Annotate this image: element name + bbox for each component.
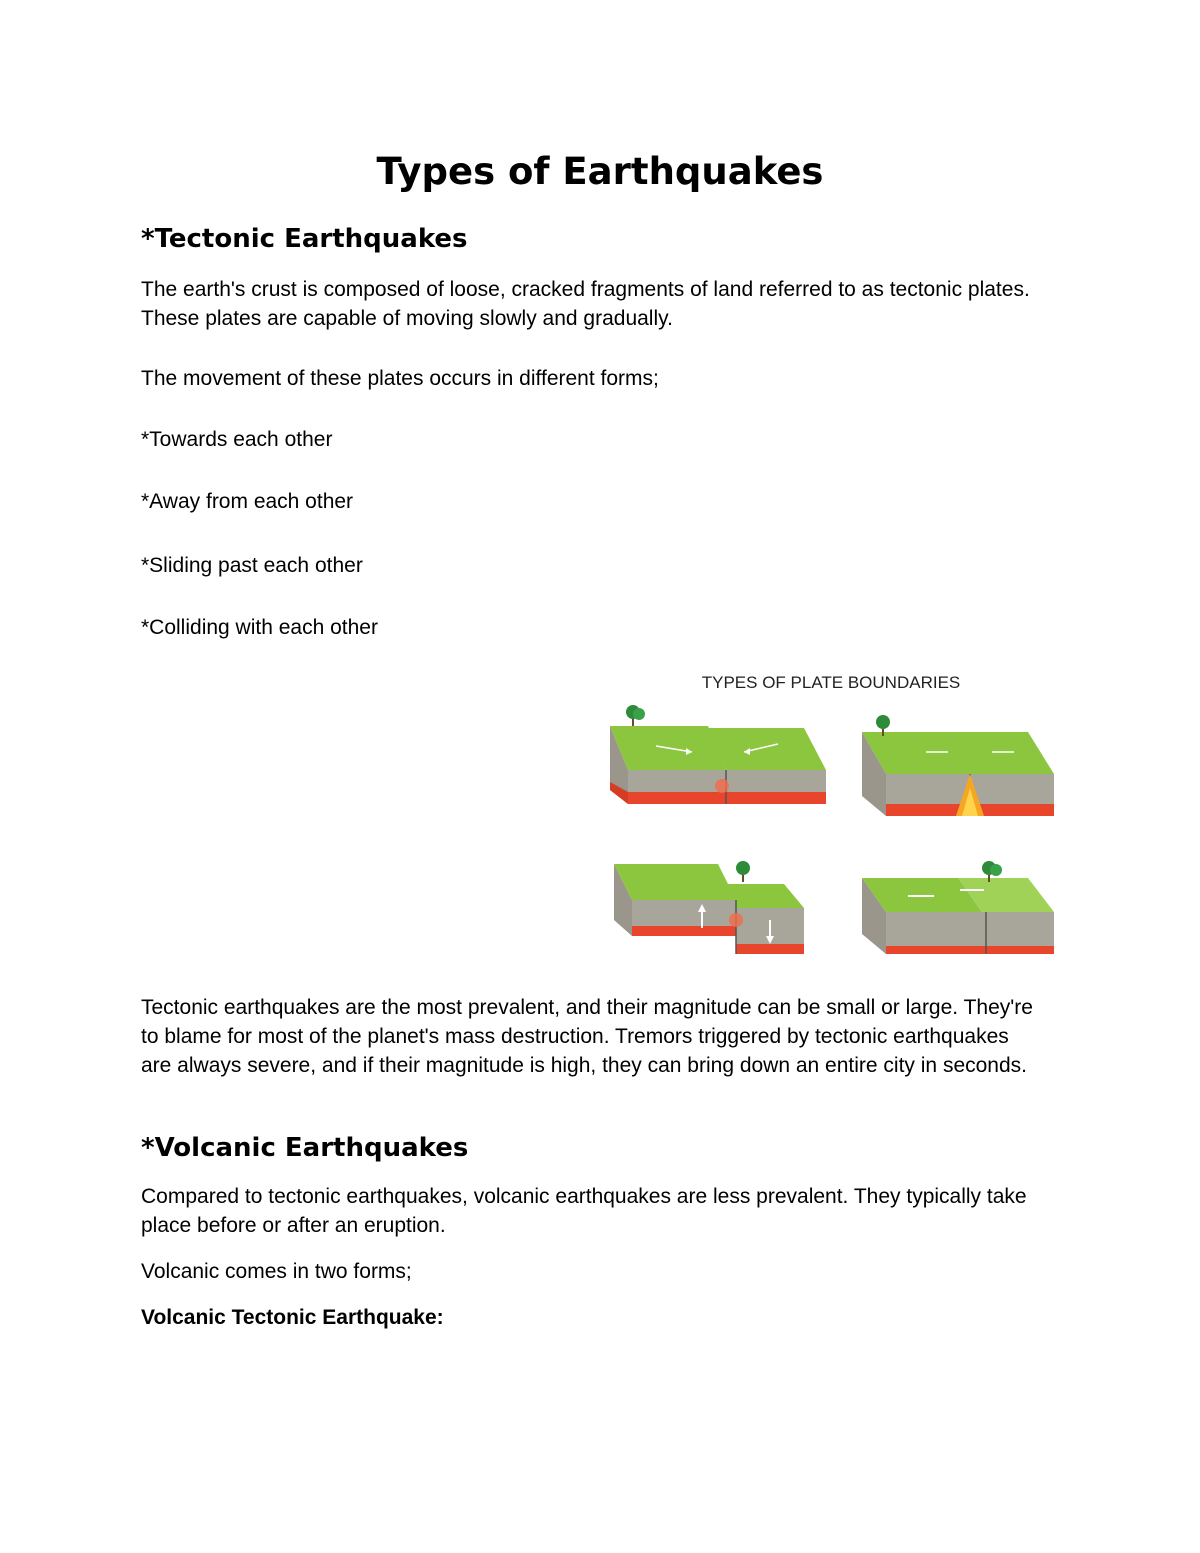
divergent-boundary-diagram: [862, 715, 1054, 816]
movement-item-sliding: *Sliding past each other: [141, 554, 363, 577]
page-title: Types of Earthquakes: [376, 150, 824, 193]
section-heading-volcanic: *Volcanic Earthquakes: [141, 1133, 469, 1163]
tree-icon: [736, 861, 750, 882]
tree-icon: [626, 705, 645, 726]
volcanic-intro-paragraph: Compared to tectonic earthquakes, volcanic earthquakes are less prevalent. They typically take place before or after an eruption.: [141, 1185, 1027, 1237]
tectonic-body-paragraph: Tectonic earthquakes are the most prevalent, and their magnitude can be small or large. They're to blame for most of the planet's mass destruction. Tremors triggered by tectonic earthquakes are always severe, and if their magnitude is high, they can bring down an entire city in seconds.: [141, 996, 1033, 1077]
figure-title: TYPES OF PLATE BOUNDARIES: [701, 673, 961, 692]
fault-boundary-diagram: [614, 861, 804, 954]
volcanic-tectonic-subheading: Volcanic Tectonic Earthquake:: [141, 1306, 444, 1329]
movement-item-colliding: *Colliding with each other: [141, 616, 378, 639]
tectonic-intro-paragraph: The earth's crust is composed of loose, cracked fragments of land referred to as tectonic plates. These plates are capable of moving slowly and gradually.: [141, 278, 1030, 330]
movement-item-away: *Away from each other: [141, 490, 354, 513]
convergent-boundary-diagram: [610, 705, 826, 804]
movement-intro: The movement of these plates occurs in different forms;: [141, 367, 659, 390]
movement-item-towards: *Towards each other: [141, 428, 333, 451]
section-heading-tectonic: *Tectonic Earthquakes: [141, 224, 468, 254]
plate-boundaries-figure: [608, 664, 1060, 964]
transform-boundary-diagram: [862, 861, 1054, 954]
volcanic-forms-intro: Volcanic comes in two forms;: [141, 1260, 412, 1283]
